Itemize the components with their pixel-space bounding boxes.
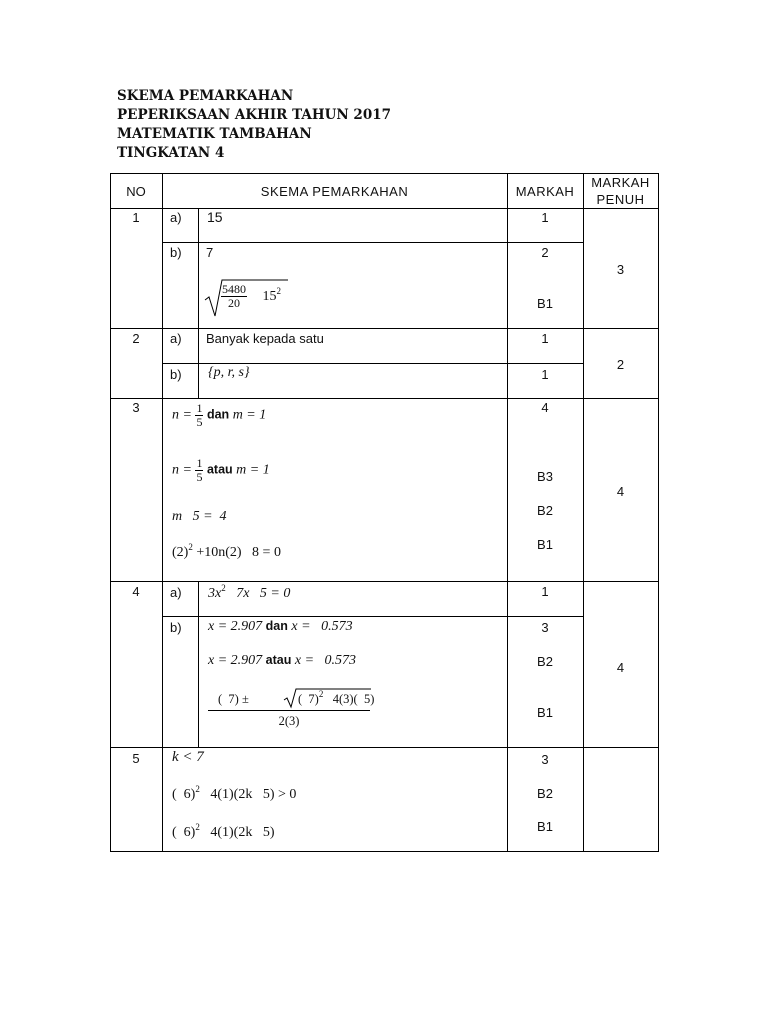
q1-ab-divider: [162, 242, 583, 243]
q4b-fraction-bar: [208, 710, 370, 711]
q4b-line3-mark: B1: [537, 705, 553, 720]
q4b-num-exp: 2: [318, 689, 324, 699]
q3-line2-lhs: n =: [172, 462, 192, 478]
q3-line3-text: m 5 = 4: [172, 509, 227, 524]
header-markah: MARKAH: [515, 184, 575, 199]
q1b-label: b): [170, 245, 182, 260]
q4b-line3-radicand: [298, 689, 375, 707]
q5-number: 5: [132, 751, 140, 766]
q4b-line1-word: dan: [265, 619, 288, 633]
q2a-mark: 1: [541, 331, 549, 346]
q4a-exp: 2: [221, 583, 226, 593]
q5-line3-exp: 2: [195, 822, 200, 832]
q1a-label: a): [170, 210, 182, 225]
q1b-mark: 2: [541, 245, 549, 260]
q4b-line2-a: x = 2.907: [208, 653, 263, 668]
q1b-term-exponent: 2: [276, 285, 281, 296]
q2b-mark: 1: [541, 367, 549, 382]
q3-line4-a: (2): [172, 545, 189, 560]
q4a-answer: [208, 583, 291, 602]
q3-line1-rhs: m = 1: [232, 407, 267, 423]
q1b-fraction: [221, 283, 247, 310]
q5-line2-mark: B2: [537, 786, 553, 801]
q1-label-divider: [198, 208, 199, 328]
q1b-working-mark: B1: [537, 296, 553, 311]
header-subject: MATEMATIK TAMBAHAN: [117, 126, 312, 142]
q1-full-mark: 3: [616, 262, 625, 277]
q3-line1-mark: 4: [541, 400, 549, 415]
q1a-answer: 15: [207, 209, 223, 225]
q5-line2-b: 4(1)(2k 5) > 0: [199, 787, 297, 802]
q4b-line3-numerator: [218, 692, 249, 707]
q1a-mark: 1: [541, 210, 549, 225]
q4b-label: b): [170, 620, 182, 635]
q4a-term1: 3x: [208, 586, 222, 601]
table-border-bottom: [110, 851, 659, 852]
q4b-line1: [208, 619, 353, 635]
q3-number: 3: [132, 400, 140, 415]
q5-line2-a: ( 6): [172, 787, 196, 802]
q1b-term: 15: [262, 288, 277, 304]
q4a-label: a): [170, 585, 182, 600]
q5-line3: [172, 822, 275, 841]
table-header-divider: [110, 208, 659, 209]
q2b-answer-text: {p, r, s}: [208, 365, 250, 380]
q4-number: 4: [132, 584, 140, 599]
q1b-working: [221, 283, 281, 310]
q2-ab-divider: [162, 363, 583, 364]
q5-line2-exp: 2: [195, 784, 200, 794]
q4-label-divider: [198, 581, 199, 747]
q3-line2-rhs: m = 1: [236, 462, 270, 478]
header-exam: PEPERIKSAAN AKHIR TAHUN 2017: [117, 107, 392, 123]
header-skema: SKEMA PEMARKAHAN: [260, 184, 409, 199]
q1b-fraction-numerator: 5480: [222, 282, 246, 296]
q2b-label: b): [170, 367, 182, 382]
q4-ab-divider: [162, 616, 583, 617]
q5-line1-mark: 3: [541, 752, 549, 767]
q4b-line2-b: x = 0.573: [294, 653, 357, 668]
q3-line3-mark: B2: [537, 503, 553, 518]
q4b-num-c: 4(3)( 5): [323, 692, 375, 706]
q5-line3-a: ( 6): [172, 825, 196, 840]
q1-q2-divider: [110, 328, 659, 329]
q3-line2-mark: B3: [537, 469, 553, 484]
q2a-label: a): [170, 331, 182, 346]
q2-q3-divider: [110, 398, 659, 399]
q3-q4-divider: [110, 581, 659, 582]
q3-line4-exp: 2: [188, 542, 193, 552]
q1-number: 1: [132, 210, 140, 225]
q4a-term2: 7x 5 = 0: [225, 586, 291, 601]
col-divider-no: [162, 173, 163, 852]
q2a-answer: Banyak kepada satu: [206, 331, 324, 346]
q3-line2-word: atau: [206, 462, 233, 477]
q3-full-mark: 4: [616, 484, 625, 499]
q3-line4-b: +10n(2) 8 = 0: [192, 545, 281, 560]
q3-line2-den: 5: [196, 470, 203, 484]
q3-line2: [172, 457, 270, 484]
q3-line2-num: 1: [196, 456, 203, 470]
q2b-answer: [208, 365, 250, 381]
q5-line3-mark: B1: [537, 819, 553, 834]
q3-line1-fraction: [195, 402, 203, 429]
q2-full-mark: 2: [616, 357, 625, 372]
header-markah-penuh-2: PENUH: [596, 192, 645, 207]
table-border-top: [110, 173, 659, 174]
q3-line1-lhs: n =: [172, 407, 192, 423]
q2-number: 2: [132, 331, 140, 346]
q3-line4-mark: B1: [537, 537, 553, 552]
q5-line1-text: k < 7: [172, 749, 204, 765]
q1b-answer: 7: [206, 245, 214, 260]
q4b-num-b: ( 7): [298, 692, 319, 706]
table-border-right: [658, 173, 659, 852]
q2-label-divider: [198, 328, 199, 398]
header-title: SKEMA PEMARKAHAN: [117, 88, 294, 104]
q5-line2: [172, 784, 297, 803]
header-level: TINGKATAN 4: [117, 145, 225, 161]
q4b-line1-b: x = 0.573: [291, 619, 353, 634]
q5-line1: [172, 749, 204, 766]
q1b-fraction-denominator: 20: [228, 296, 240, 310]
q4b-line3-denominator: 2(3): [278, 714, 300, 728]
q3-line1-word: dan: [206, 407, 230, 422]
q4b-line1-a: x = 2.907: [208, 619, 263, 634]
q5-line3-b: 4(1)(2k 5): [199, 825, 275, 840]
q3-line1-num: 1: [196, 401, 203, 415]
q3-line1-den: 5: [196, 415, 203, 429]
q4-full-mark: 4: [616, 660, 625, 675]
q3-line3: [172, 509, 227, 525]
q4b-line1-mark: 3: [541, 620, 549, 635]
header-markah-penuh-1: MARKAH: [591, 175, 650, 190]
q4b-line2: [208, 653, 356, 669]
q3-line4: [172, 542, 281, 561]
header-no: NO: [126, 184, 146, 199]
q4b-num-a: ( 7) ±: [218, 692, 249, 706]
q3-line1: [172, 402, 266, 429]
q4b-line2-mark: B2: [537, 654, 553, 669]
q3-line2-fraction: [195, 457, 203, 484]
q4a-mark: 1: [541, 584, 549, 599]
q4b-line2-word: atau: [265, 653, 292, 667]
q4-q5-divider: [110, 747, 659, 748]
